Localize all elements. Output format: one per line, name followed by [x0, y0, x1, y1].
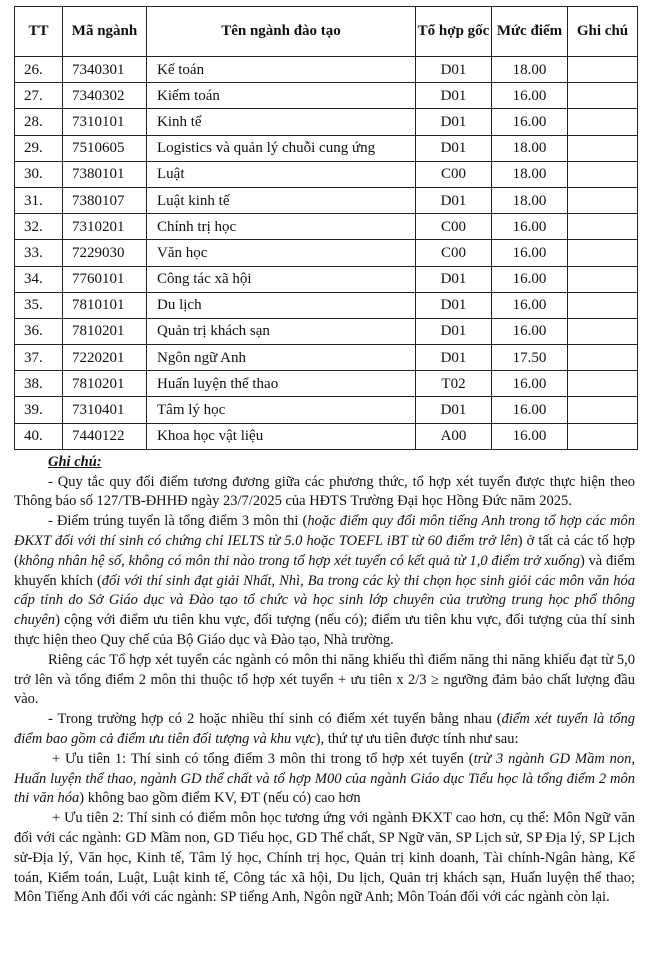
cell-subject-combo: D01 [416, 135, 492, 161]
cell-major-name: Công tác xã hội [147, 266, 416, 292]
note-paragraph-priority-1 [14, 750, 635, 809]
note-italic-text: không nhân hệ số, không có môn thi nào trong tổ hợp xét tuyển có kết quả từ 1,0 điểm trở xuống [18, 552, 580, 569]
table-row [15, 83, 638, 109]
cell-tt: 33. [15, 240, 63, 266]
cell-subject-combo: D01 [416, 397, 492, 423]
note-italic-text: điểm xét tuyển là tổng điểm bao gồm cả điểm ưu tiên đối tượng và khu vực [14, 711, 636, 747]
cell-note [568, 57, 638, 83]
cell-tt: 36. [15, 318, 63, 344]
cell-major-code: 7340301 [63, 57, 147, 83]
cell-tt: 30. [15, 161, 63, 187]
cell-major-name: Huấn luyện thể thao [147, 371, 416, 397]
cell-major-code: 7310101 [63, 109, 147, 135]
cell-score: 16.00 [492, 109, 568, 135]
cell-major-name: Ngôn ngữ Anh [147, 345, 416, 371]
note-paragraph-passing-score [14, 512, 635, 651]
cell-note [568, 318, 638, 344]
cell-major-code: 7440122 [63, 423, 147, 449]
cell-subject-combo: D01 [416, 109, 492, 135]
table-row [15, 187, 638, 213]
note-italic-text: đối với thí sinh đạt giải Nhất, Nhì, Ba trong các kỳ thi chọn học sinh giỏi các môn văn hóa cấp tỉnh do Sở Giáo dục và Đào tạo tổ chức và học sinh lớp chuyên của trường trung học phổ thông chuyên [14, 572, 635, 629]
cell-note [568, 423, 638, 449]
cell-major-name: Luật kinh tế [147, 187, 416, 213]
cell-score: 17.50 [492, 345, 568, 371]
cell-major-code: 7310201 [63, 214, 147, 240]
cell-score: 18.00 [492, 57, 568, 83]
table-row [15, 266, 638, 292]
cell-subject-combo: D01 [416, 345, 492, 371]
cell-score: 18.00 [492, 135, 568, 161]
header-score: Mức điểm [492, 7, 568, 57]
cell-major-code: 7380107 [63, 187, 147, 213]
cell-score: 16.00 [492, 83, 568, 109]
cell-major-name: Du lịch [147, 292, 416, 318]
note-paragraph-conversion: - Quy tắc quy đổi điểm tương đương giữa các phương thức, tổ hợp xét tuyển được thực hiện theo Thông báo số 127/TB-ĐHHĐ ngày 23/7/2025 của HĐTS Trường Đại học Hồng Đức năm 2025. [14, 473, 635, 510]
note-text: ) và điểm khuyến khích ( [14, 552, 636, 589]
cell-score: 16.00 [492, 318, 568, 344]
note-text: ) cộng với điểm ưu tiên khu vực, đối tượng (nếu có); điểm ưu tiên khu vực, đối tượng của thí sinh thực hiện theo Quy chế của Bộ Giáo dục và Đào tạo, Nhà trường. [14, 612, 635, 648]
cell-tt: 29. [15, 135, 63, 161]
cell-note [568, 371, 638, 397]
cell-major-code: 7220201 [63, 345, 147, 371]
cell-note [568, 83, 638, 109]
cell-tt: 35. [15, 292, 63, 318]
cell-score: 16.00 [492, 371, 568, 397]
cell-note [568, 214, 638, 240]
cell-tt: 31. [15, 187, 63, 213]
table-header-row [15, 7, 638, 57]
cell-major-name: Luật [147, 161, 416, 187]
header-note: Ghi chú [568, 7, 638, 57]
note-text: + Ưu tiên 1: Thí sinh có tổng điểm 3 môn thi trong tổ hợp xét tuyển ( [52, 750, 474, 767]
table-row [15, 318, 638, 344]
cell-major-name: Logistics và quản lý chuỗi cung ứng [147, 135, 416, 161]
note-italic-text: trừ 3 ngành GD Mầm non, Huấn luyện thể thao, ngành GD thể chất và tổ hợp M00 của ngành Giáo dục Tiểu học là tổng điểm 2 môn thi văn hóa [14, 750, 635, 807]
cell-subject-combo: D01 [416, 292, 492, 318]
note-text: - Điểm trúng tuyển là tổng điểm 3 môn thi ( [48, 513, 308, 530]
table-row [15, 57, 638, 83]
cell-subject-combo: D01 [416, 318, 492, 344]
notes-section [12, 453, 635, 908]
note-paragraph-aptitude: Riêng các Tổ hợp xét tuyển các ngành có môn thi năng khiếu thì điểm năng thi năng khiếu đạt từ 5,0 trở lên và tổng điểm 2 môn thi thuộc tổ hợp xét tuyển + ưu tiên x 2/3 ≥ ngưỡng đảm bảo chất lượng đầu vào. [14, 651, 635, 708]
cell-major-code: 7760101 [63, 266, 147, 292]
cell-major-name: Khoa học vật liệu [147, 423, 416, 449]
cell-score: 18.00 [492, 187, 568, 213]
cell-subject-combo: D01 [416, 83, 492, 109]
cell-major-name: Văn học [147, 240, 416, 266]
cell-score: 16.00 [492, 292, 568, 318]
table-row [15, 161, 638, 187]
table-row [15, 135, 638, 161]
cell-subject-combo: D01 [416, 187, 492, 213]
table-row [15, 397, 638, 423]
cell-score: 16.00 [492, 423, 568, 449]
cell-note [568, 161, 638, 187]
cell-subject-combo: D01 [416, 57, 492, 83]
table-row [15, 292, 638, 318]
note-text: - Trong trường hợp có 2 hoặc nhiều thí sinh có điểm xét tuyển bằng nhau ( [48, 711, 502, 728]
cell-subject-combo: D01 [416, 266, 492, 292]
note-paragraph-priority-2: + Ưu tiên 2: Thí sinh có điểm môn học tương ứng với ngành ĐKXT cao hơn, cụ thể: Môn Ngữ văn đối với các ngành: GD Mầm non, GD Tiểu học, GD Thể chất, SP Ngữ văn, SP Lịch sử, SP Địa lý, SP Lịch sử-Địa lý, Văn học, Kinh tế, Tâm lý học, Chính trị học, Quản trị kinh doanh, Tài chính-Ngân hàng, Kế toán, Kiểm toán, Luật, Luật kinh tế, Công tác xã hội, Du lịch, Quản trị khách sạn, Huấn luyện thể thao; Môn Tiếng Anh đối với các ngành: SP tiếng Anh, Ngôn ngữ Anh; Môn Toán đối với các ngành còn lại. [14, 810, 635, 906]
cell-major-name: Kiểm toán [147, 83, 416, 109]
note-text: ) không bao gồm điểm KV, ĐT (nếu có) cao hơn [79, 790, 361, 807]
cell-subject-combo: C00 [416, 240, 492, 266]
cell-note [568, 240, 638, 266]
cell-tt: 40. [15, 423, 63, 449]
cell-score: 18.00 [492, 161, 568, 187]
cell-major-name: Quản trị khách sạn [147, 318, 416, 344]
cell-score: 16.00 [492, 240, 568, 266]
table-row [15, 345, 638, 371]
table-body [15, 57, 638, 450]
note-paragraph-tie-break [14, 710, 635, 750]
cell-major-name: Tâm lý học [147, 397, 416, 423]
cell-major-code: 7810101 [63, 292, 147, 318]
cell-score: 16.00 [492, 214, 568, 240]
note-italic-text: hoặc điểm quy đổi môn tiếng Anh trong tổ hợp các môn ĐKXT đối với thí sinh có chứng chỉ IELTS từ 5.0 hoặc TOEFL iBT từ 60 điểm trở lên [14, 513, 636, 549]
cell-major-code: 7510605 [63, 135, 147, 161]
cell-tt: 28. [15, 109, 63, 135]
header-tt: TT [15, 7, 63, 57]
cell-note [568, 345, 638, 371]
cell-note [568, 187, 638, 213]
cell-tt: 34. [15, 266, 63, 292]
notes-heading: Ghi chú: [48, 453, 102, 470]
table-row [15, 371, 638, 397]
cell-subject-combo: C00 [416, 214, 492, 240]
cell-tt: 37. [15, 345, 63, 371]
cell-major-code: 7810201 [63, 318, 147, 344]
cell-tt: 26. [15, 57, 63, 83]
cell-note [568, 135, 638, 161]
cell-note [568, 397, 638, 423]
cell-tt: 32. [15, 214, 63, 240]
cell-subject-combo: A00 [416, 423, 492, 449]
cell-major-name: Kinh tế [147, 109, 416, 135]
header-major-code: Mã ngành [63, 7, 147, 57]
header-subject-combo: Tổ hợp gốc [416, 7, 492, 57]
cell-major-name: Chính trị học [147, 214, 416, 240]
cell-major-code: 7310401 [63, 397, 147, 423]
cell-subject-combo: T02 [416, 371, 492, 397]
note-text: ), thứ tự ưu tiên được tính như sau: [315, 730, 519, 747]
cell-major-code: 7340302 [63, 83, 147, 109]
cell-major-name: Kế toán [147, 57, 416, 83]
cell-note [568, 292, 638, 318]
cell-tt: 27. [15, 83, 63, 109]
table-row [15, 423, 638, 449]
cell-major-code: 7380101 [63, 161, 147, 187]
cell-note [568, 109, 638, 135]
cell-score: 16.00 [492, 266, 568, 292]
cell-tt: 39. [15, 397, 63, 423]
cell-tt: 38. [15, 371, 63, 397]
admission-score-table [14, 6, 638, 450]
table-row [15, 214, 638, 240]
cell-subject-combo: C00 [416, 161, 492, 187]
cell-score: 16.00 [492, 397, 568, 423]
table-row [15, 109, 638, 135]
header-major-name: Tên ngành đào tạo [147, 7, 416, 57]
cell-major-code: 7229030 [63, 240, 147, 266]
cell-major-code: 7810201 [63, 371, 147, 397]
table-row [15, 240, 638, 266]
note-text: ) ở tất cả các tổ hợp ( [14, 533, 635, 569]
cell-note [568, 266, 638, 292]
